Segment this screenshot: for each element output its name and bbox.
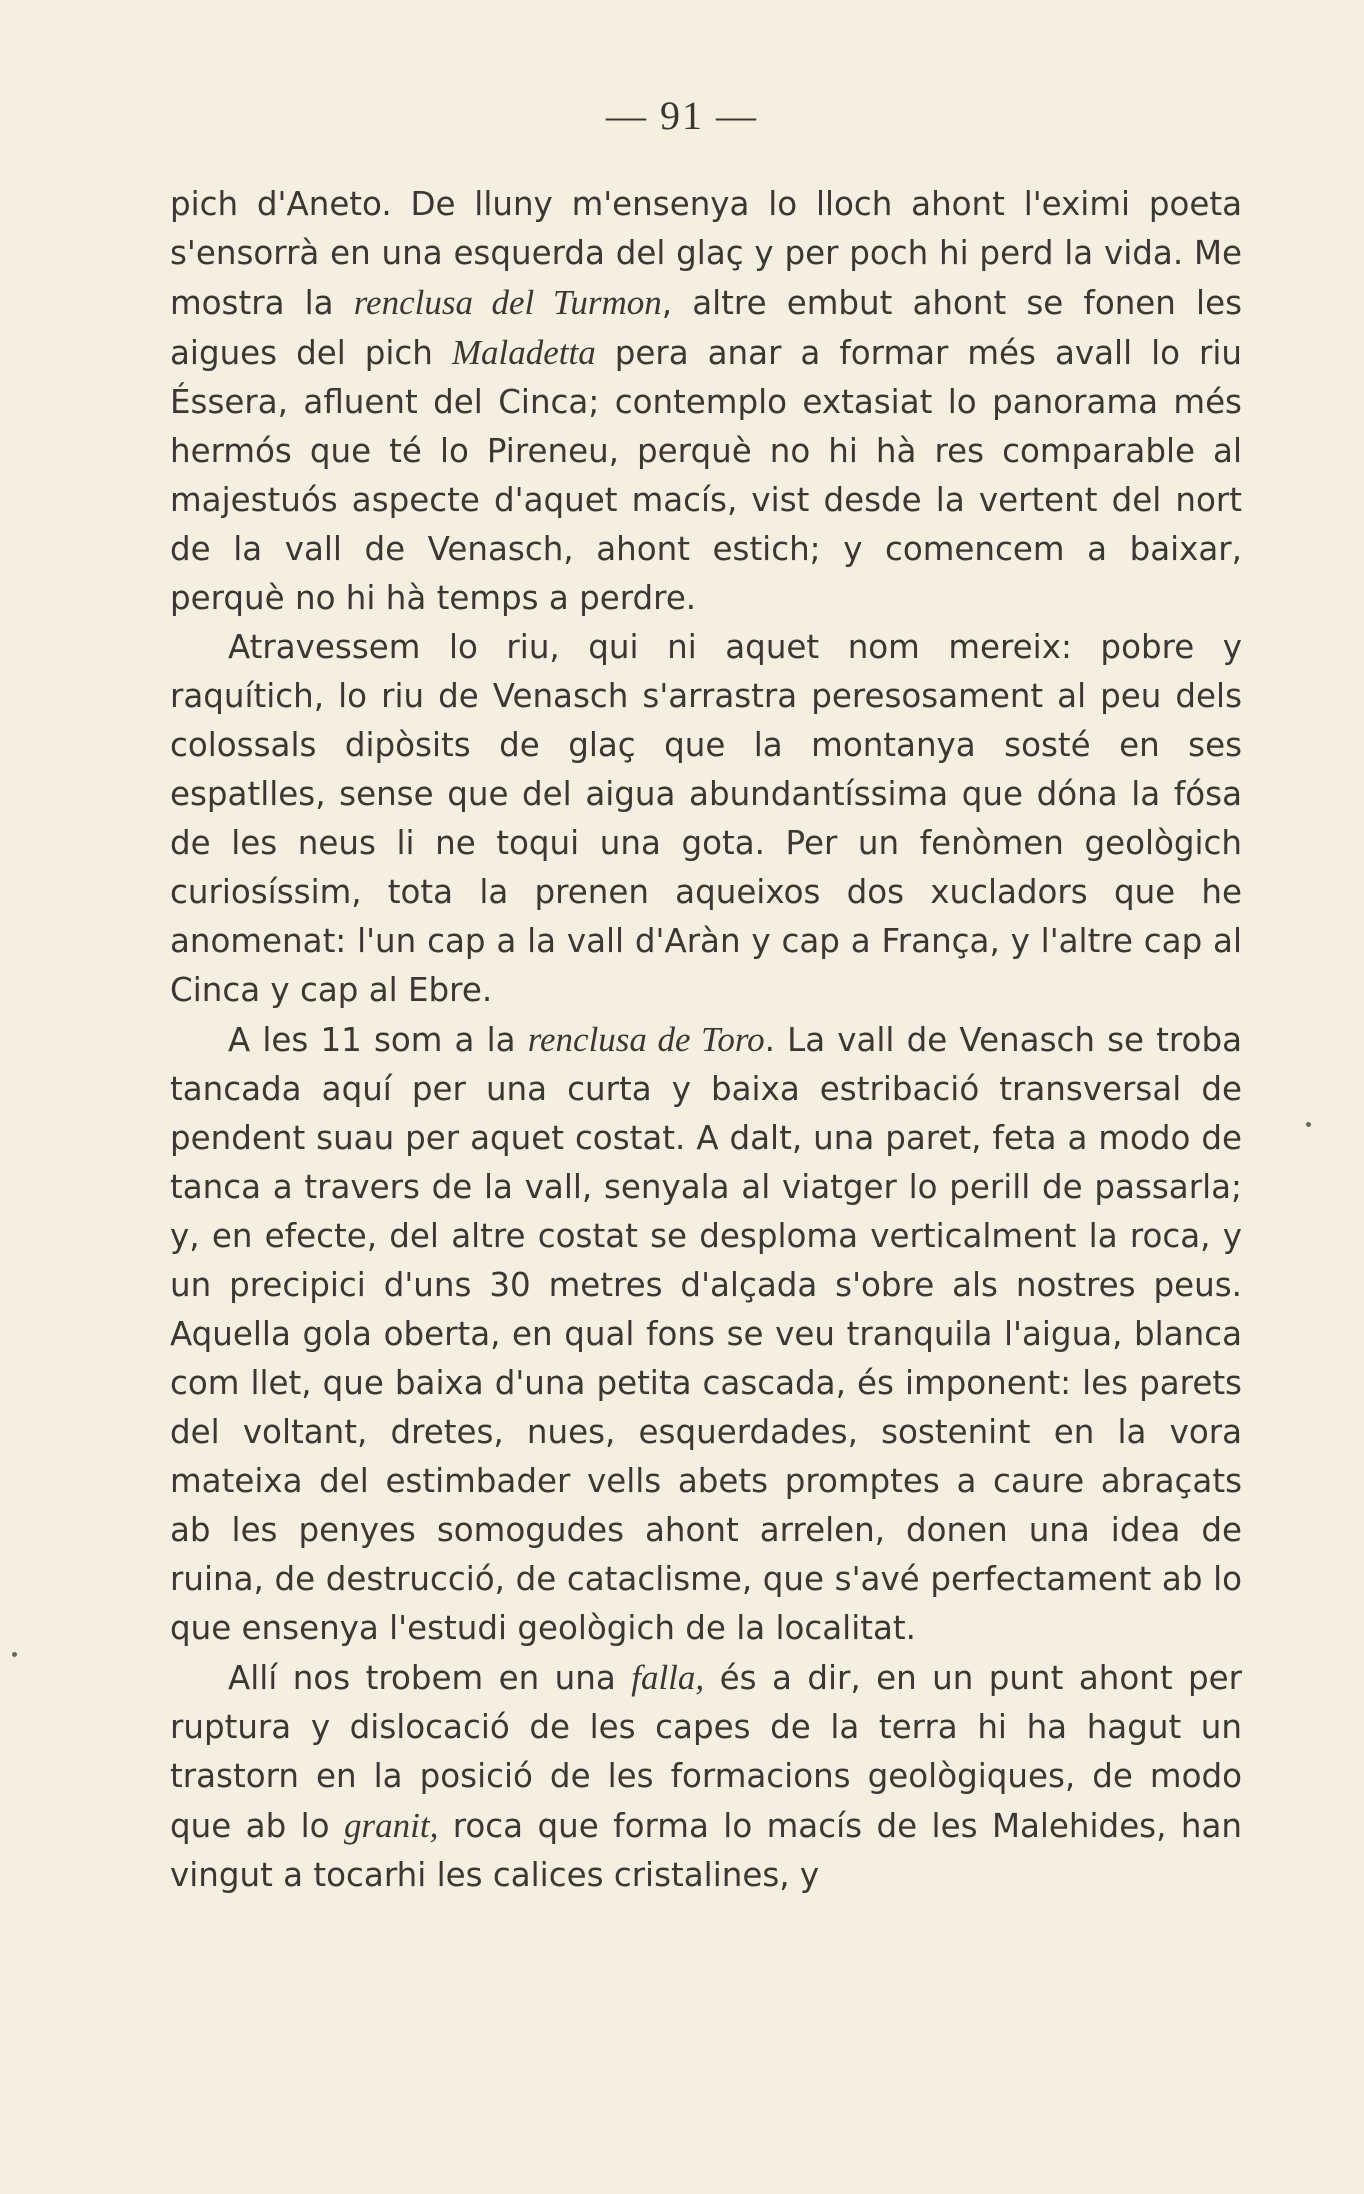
paragraph-3	[170, 1015, 1242, 1653]
text-run: Atravessem lo riu, qui ni aquet nom mereix: pobre y raquítich, lo riu de Venasch s'arrastra peresosament al peu dels colossals dipòsits de glaç que la montanya sosté en ses espatlles, sense que del aigua abundantíssima que dóna la fósa de les neus li ne toqui una gota. Per un fenòmen geològich curiosíssim, tota la prenen aqueixos dos xucladors que he anomenat: l'un cap a la vall d'Aràn y cap a França, y l'altre cap al Cinca y cap al Ebre.	[170, 628, 1242, 1009]
text-run: roca que forma lo macís de les Malehides, han vingut a tocarhi les calices cristalines, y	[170, 1807, 1242, 1894]
paper-speck	[1306, 1122, 1311, 1127]
text-run: A les 11 som a la	[228, 1021, 528, 1059]
text-run: Allí nos trobem en una	[228, 1659, 632, 1697]
italic-phrase: granit,	[344, 1806, 439, 1845]
text-run: és a dir, en un punt ahont per ruptura y dislocació de les capes de la terra hi ha hagut un trastorn en la posició de les formacions geològiques, de modo que ab lo	[170, 1659, 1242, 1845]
italic-phrase: renclusa de Toro	[527, 1020, 765, 1059]
body-text	[170, 180, 1242, 1900]
text-run: . La vall de Venasch se troba tancada aquí per una curta y baixa estribació transversal de pendent suau per aquet costat. A dalt, una paret, feta a modo de tanca a travers de la vall, senyala al viatger lo perill de passarla; y, en efecte, del altre costat se desploma verticalment la roca, y un precipici d'uns 30 metres d'alçada s'obre als nostres peus. Aquella gola oberta, en qual fons se veu tranquila l'aigua, blanca com llet, que baixa d'una petita cascada, és imponent: les parets del voltant, dretes, nues, esquerdades, sostenint en la vora mateixa del estimbader vells abets promptes a caure abraçats ab les penyes somogudes ahont arrelen, donen una idea de ruina, de destrucció, de cataclisme, que s'avé perfectament ab lo que ensenya l'estudi geològich de la localitat.	[170, 1021, 1242, 1647]
italic-phrase: Maladetta	[451, 333, 596, 372]
page-number: — 91 —	[606, 93, 758, 138]
paragraph-4	[170, 1653, 1242, 1900]
paper-speck	[12, 1652, 17, 1657]
paragraph-2	[170, 623, 1242, 1015]
italic-phrase: renclusa del Turmon	[353, 283, 662, 322]
italic-phrase: falla,	[631, 1658, 705, 1697]
paragraph-1	[170, 180, 1242, 623]
text-run: , altre embut ahont se fonen les aigues del pich	[170, 284, 1242, 372]
text-run: pich d'Aneto. De lluny m'ensenya lo lloch ahont l'eximi poeta s'ensorrà en una esquerda del glaç y per poch hi perd la vida. Me mostra la	[170, 185, 1242, 322]
text-run: pera anar a formar més avall lo riu Éssera, afluent del Cinca; contemplo extasiat lo panorama més hermós que té lo Pireneu, perquè no hi hà res comparable al majestuós aspecte d'aquet macís, vist desde la vertent del nort de la vall de Venasch, ahont estich; y comencem a baixar, perquè no hi hà temps a perdre.	[170, 334, 1242, 617]
